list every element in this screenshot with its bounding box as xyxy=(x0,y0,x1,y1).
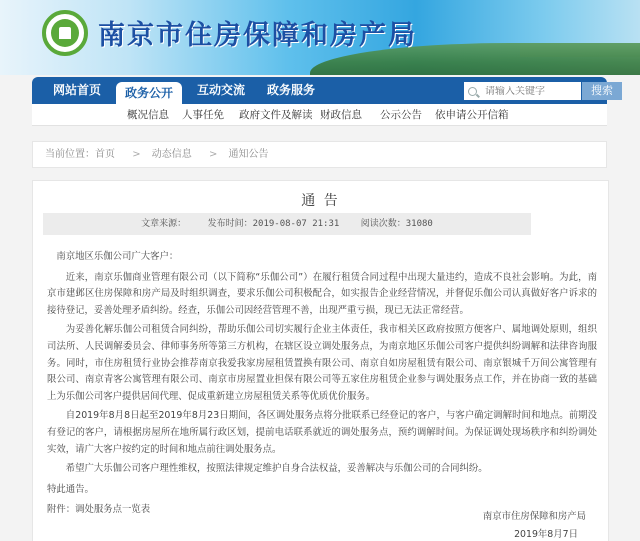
subnav-item-personnel[interactable]: 人事任免 xyxy=(182,109,224,121)
breadcrumb-home[interactable]: 首页 xyxy=(95,149,115,160)
article-paragraph: 希望广大乐伽公司客户理性维权，按照法律规定维护自身合法权益，妥善解决与乐伽公司的合同纠纷。 xyxy=(65,463,488,475)
article-source: 文章来源： xyxy=(141,219,187,229)
article-meta xyxy=(43,213,531,235)
subnav-item-overview[interactable]: 概况信息 xyxy=(127,109,169,121)
nav-item-home[interactable]: 网站首页 xyxy=(52,83,101,97)
breadcrumb-notices[interactable]: 通知公告 xyxy=(228,149,269,160)
search-input[interactable] xyxy=(485,86,575,97)
subnav-item-application-mailbox[interactable]: 依申请公开信箱 xyxy=(435,109,509,121)
subnav-item-announcements[interactable]: 公示公告 xyxy=(380,109,422,121)
main-nav xyxy=(32,77,613,104)
search-field[interactable] xyxy=(464,82,581,100)
article xyxy=(32,180,609,541)
nav-item-services[interactable]: 政务服务 xyxy=(266,83,315,97)
breadcrumb-separator: > xyxy=(208,149,218,160)
article-title: 通 告 xyxy=(301,193,340,209)
breadcrumb-news[interactable]: 动态信息 xyxy=(151,149,192,160)
site-title[interactable]: 南京市住房保障和房产局 xyxy=(98,20,417,51)
article-read-count: 阅读次数：31080 xyxy=(360,219,433,229)
site-logo-icon[interactable] xyxy=(42,10,88,56)
subnav-item-finance[interactable]: 财政信息 xyxy=(320,109,362,121)
search-icon xyxy=(468,87,477,96)
sub-nav xyxy=(32,104,607,126)
article-date: 2019年8月7日 xyxy=(514,529,578,540)
breadcrumb-prefix: 当前位置： xyxy=(45,149,95,160)
article-closing: 特此通告。 xyxy=(47,483,94,495)
nav-item-government-affairs[interactable]: 政务公开 xyxy=(116,82,182,104)
article-signature: 南京市住房保障和房产局 xyxy=(482,511,586,522)
subnav-item-gov-documents[interactable]: 政府文件及解读 xyxy=(239,109,313,121)
article-paragraph: 为妥善化解乐伽公司租赁合同纠纷，帮助乐伽公司切实履行企业主体责任，我市相关区政府按照方便客户、属地调处原则，组织司法所、人民调解委员会、律师事务所等第三方机构，在辖区设立调处服务点，为南京地区乐伽公司客户提供纠纷调解和法律咨询服务。同时，市住房租赁行业协会推荐南京我爱我家房屋租赁置换有限公司、南京自如房屋租赁有限公司、南京银城千万间公寓管理有限公司、南京青客公寓管理有限公司、南京市房屋置业担保有限公司等五家住房租赁企业参与调处服务点工作，并在协商一致的基础上为乐伽公司客户提供居间代理、促成重新建立房屋租赁关系等优质优价服务。 xyxy=(47,324,597,402)
article-body xyxy=(47,249,597,522)
breadcrumb xyxy=(32,141,607,168)
nav-item-interaction[interactable]: 互动交流 xyxy=(196,83,245,97)
article-greeting: 南京地区乐伽公司广大客户： xyxy=(56,251,179,262)
article-paragraph: 近来，南京乐伽商业管理有限公司（以下简称“乐伽公司”）在履行租赁合同过程中出现大量违约，造成不良社会影响。为此，南京市建邺区住房保障和房产局及时组织调查，要求乐伽公司积极配合，如实报告企业经营情况，并督促乐伽公司认真做好客户诉求的接待登记，妥善处理矛盾纠纷。经查，乐伽公司因经营管理不善，出现严重亏损，现已无法正常经营。 xyxy=(47,271,597,316)
site-header xyxy=(0,0,640,75)
search-button[interactable]: 搜索 xyxy=(582,82,622,100)
article-publish-time: 发布时间：2019-08-07 21:31 xyxy=(207,219,340,229)
article-attachment[interactable]: 附件：调处服务点一览表 xyxy=(47,504,151,516)
article-paragraph: 自2019年8月8日起至2019年8月23日期间，各区调处服务点将分批联系已经登记的客户，与客户确定调解时间和地点。前期没有登记的客户，请根据房屋所在地所属行政区划，提前电话联系就近的调处服务点，预约调解时间。为保证调处现场秩序和纠纷调处实效，请广大客户按约定的时间和地点前往调处服务点。 xyxy=(47,410,597,455)
breadcrumb-separator: > xyxy=(132,149,141,160)
